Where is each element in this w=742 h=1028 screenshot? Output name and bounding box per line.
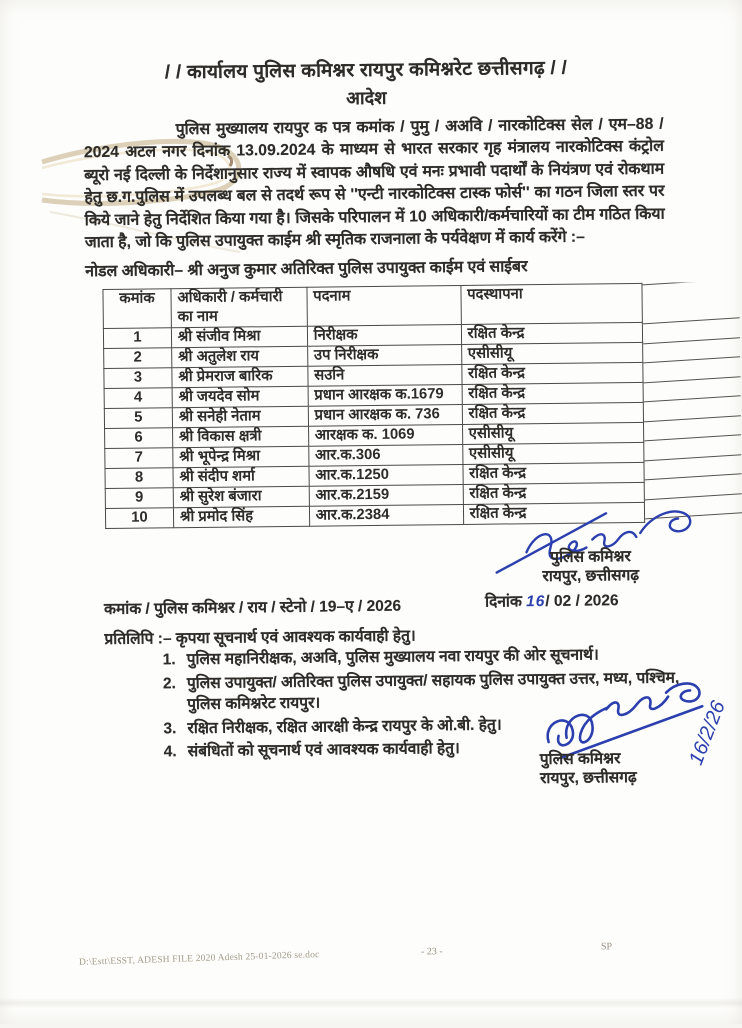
cell-name: श्री संजीव मिश्रा <box>171 326 307 348</box>
order-heading: आदेश <box>346 87 387 109</box>
list-item-number: 2. <box>162 674 176 692</box>
cell-posting: रक्षित केन्द्र <box>461 362 643 384</box>
list-item-number: 4. <box>163 743 177 761</box>
cell-designation: प्रधान आरक्षक क. 736 <box>308 404 462 426</box>
col-header-posting: पदस्थापना <box>461 283 643 324</box>
page-title: / / कार्यालय पुलिस कमिश्नर रायपुर कमिश्नरेट छत्तीसगढ़ / / <box>164 57 568 84</box>
handwritten-day: 16 <box>526 593 546 611</box>
list-item-number: 3. <box>163 719 177 737</box>
cell-designation: सउनि <box>308 364 462 386</box>
cell-posting: रक्षित केन्द्र <box>463 482 645 504</box>
cell-name: श्री सुरेश बंजारा <box>173 486 309 508</box>
cell-name: श्री विकास क्षत्री <box>172 426 308 448</box>
cell-name: श्री सनेही नेताम <box>172 406 308 428</box>
cell-designation: आर.क.1250 <box>309 464 463 486</box>
footer-file-path: D:\Estt\ESST, ADESH FILE 2020 Adesh 25-01-2026 se.doc <box>78 950 320 968</box>
cell-designation: निरीक्षक <box>307 324 461 346</box>
reference-number-line: कमांक / पुलिस कमिश्नर / राय / स्टेनो / 19–ए / 2026 <box>103 597 402 619</box>
cell-posting: रक्षित केन्द्र <box>461 322 643 344</box>
cell-serial: 6 <box>105 428 173 449</box>
cell-posting: रक्षित केन्द्र <box>463 462 645 484</box>
list-item-text: पुलिस महानिरीक्षक, अअवि, पुलिस मुख्यालय नवा रायपुर की ओर सूचनार्थ। <box>186 646 599 669</box>
cell-designation: प्रधान आरक्षक क.1679 <box>308 384 462 406</box>
cell-designation: आर.क.2384 <box>309 504 463 526</box>
cell-designation: आरक्षक क. 1069 <box>308 424 462 446</box>
copy-intro-line: प्रतिलिपि :– कृपया सूचनार्थ एवं आवश्यक कार्यवाही हेतु। <box>104 627 416 649</box>
cell-designation: उप निरीक्षक <box>307 344 461 366</box>
signatory-designation: पुलिस कमिश्नर <box>539 750 621 769</box>
cell-name: श्री प्रेमराज बारिक <box>172 366 308 388</box>
cell-name: श्री भूपेन्द्र मिश्रा <box>173 446 309 468</box>
cell-serial: 4 <box>104 388 172 409</box>
cell-serial: 1 <box>103 328 171 349</box>
cell-serial: 7 <box>105 448 173 469</box>
cell-posting: एसीसीयू <box>462 442 644 464</box>
col-header-serial: कमांक <box>103 289 171 329</box>
cell-serial: 2 <box>104 348 172 369</box>
cell-posting: एसीसीयू <box>461 342 643 364</box>
cell-serial: 9 <box>105 488 173 509</box>
cell-posting: रक्षित केन्द्र <box>462 382 644 404</box>
table-header-row <box>103 283 642 328</box>
col-header-designation: पदनाम <box>307 285 461 326</box>
cell-serial: 5 <box>104 408 172 429</box>
cell-designation: आर.क.306 <box>308 444 462 466</box>
officers-table <box>102 283 645 529</box>
cell-serial: 10 <box>105 508 173 529</box>
scan-edge-artifact <box>0 998 742 1008</box>
cell-name: श्री प्रमोद सिंह <box>173 506 309 528</box>
list-item-text: रक्षित निरीक्षक, रक्षित आरक्षी केन्द्र रायपुर के ओ.बी. हेतु। <box>187 716 502 737</box>
cell-name: श्री संदीप शर्मा <box>173 466 309 488</box>
signatory-designation: पुलिस कमिश्नर <box>550 548 631 566</box>
table-line-scan-artifacts <box>642 282 742 523</box>
order-body-paragraph: पुलिस मुख्यालय रायपुर क पत्र कमांक / पुमु / अअवि / नारकोटिक्स सेल / एम–88 / 2024 अटल नगर दिनांक 13.09.2024 के माध्यम से भारत सरकार गृह मंत्रालय नारकोटिक्स कंट्रोल ब्यूरो नई दिल्ली के निर्देशानुसार राज्य में स्वापक औषधि एवं मनः प्रभावी पदार्थों के नियंत्रण एवं रोकथाम हेतु छ.ग.पुलिस में उपलब्ध बल से तदर्थ रूप से ''एन्टी नारकोटिक्स टास्क फोर्स'' का गठन जिला स्तर पर किये जाने हेतु निर्देशित किया गया है। जिसके परिपालन में 10 अधिकारी/कर्मचारियों का टीम गठित किया जाता है, जो कि पुलिस उपायुक्त काईम श्री स्मृतिक राजनाला के पर्यवेक्षण में कार्य करेंगे :– <box>83 115 665 252</box>
list-item <box>163 643 681 670</box>
signatory-location: रायपुर, छत्तीसगढ़ <box>542 566 640 585</box>
date-printed: / 02 / 2026 <box>545 592 619 611</box>
cell-designation: आर.क.2159 <box>309 484 463 506</box>
col-header-name: अधिकारी / कर्मचारी का नाम <box>171 287 307 328</box>
list-item-text: पुलिस उपायुक्त/ अतिरिक्त पुलिस उपायुक्त/ सहायक पुलिस उपायुक्त उत्तर, मध्य, पश्चिम, पुलिस कमिश्नरेट रायपुर। <box>186 669 680 714</box>
cell-serial: 3 <box>104 368 172 389</box>
nodal-officer-line: नोडल अधिकारी– श्री अनुज कुमार अतिरिक्त पुलिस उपायुक्त काईम एवं साईबर <box>85 258 528 281</box>
cell-posting: रक्षित केन्द्र <box>462 402 644 424</box>
cell-serial: 8 <box>105 468 173 489</box>
list-item-text: संबंधितों को सूचनार्थ एवं आवश्यक कार्यवाही हेतु। <box>187 740 460 761</box>
handwritten-signature-date: 16/2/26 <box>685 697 730 769</box>
footer-initials: SP <box>600 941 613 953</box>
order-date-line <box>485 588 619 612</box>
cell-name: श्री अतुलेश राय <box>171 346 307 368</box>
date-label: दिनांक <box>484 593 522 611</box>
cell-posting: रक्षित केन्द्र <box>463 502 645 524</box>
cell-name: श्री जयदेव सोम <box>172 386 308 408</box>
list-item-number: 1. <box>162 651 176 669</box>
footer-page-number: - 23 - <box>420 946 443 958</box>
signatory-location: रायपुर, छत्तीसगढ़ <box>539 769 637 788</box>
cell-posting: एसीसीयू <box>462 422 644 444</box>
